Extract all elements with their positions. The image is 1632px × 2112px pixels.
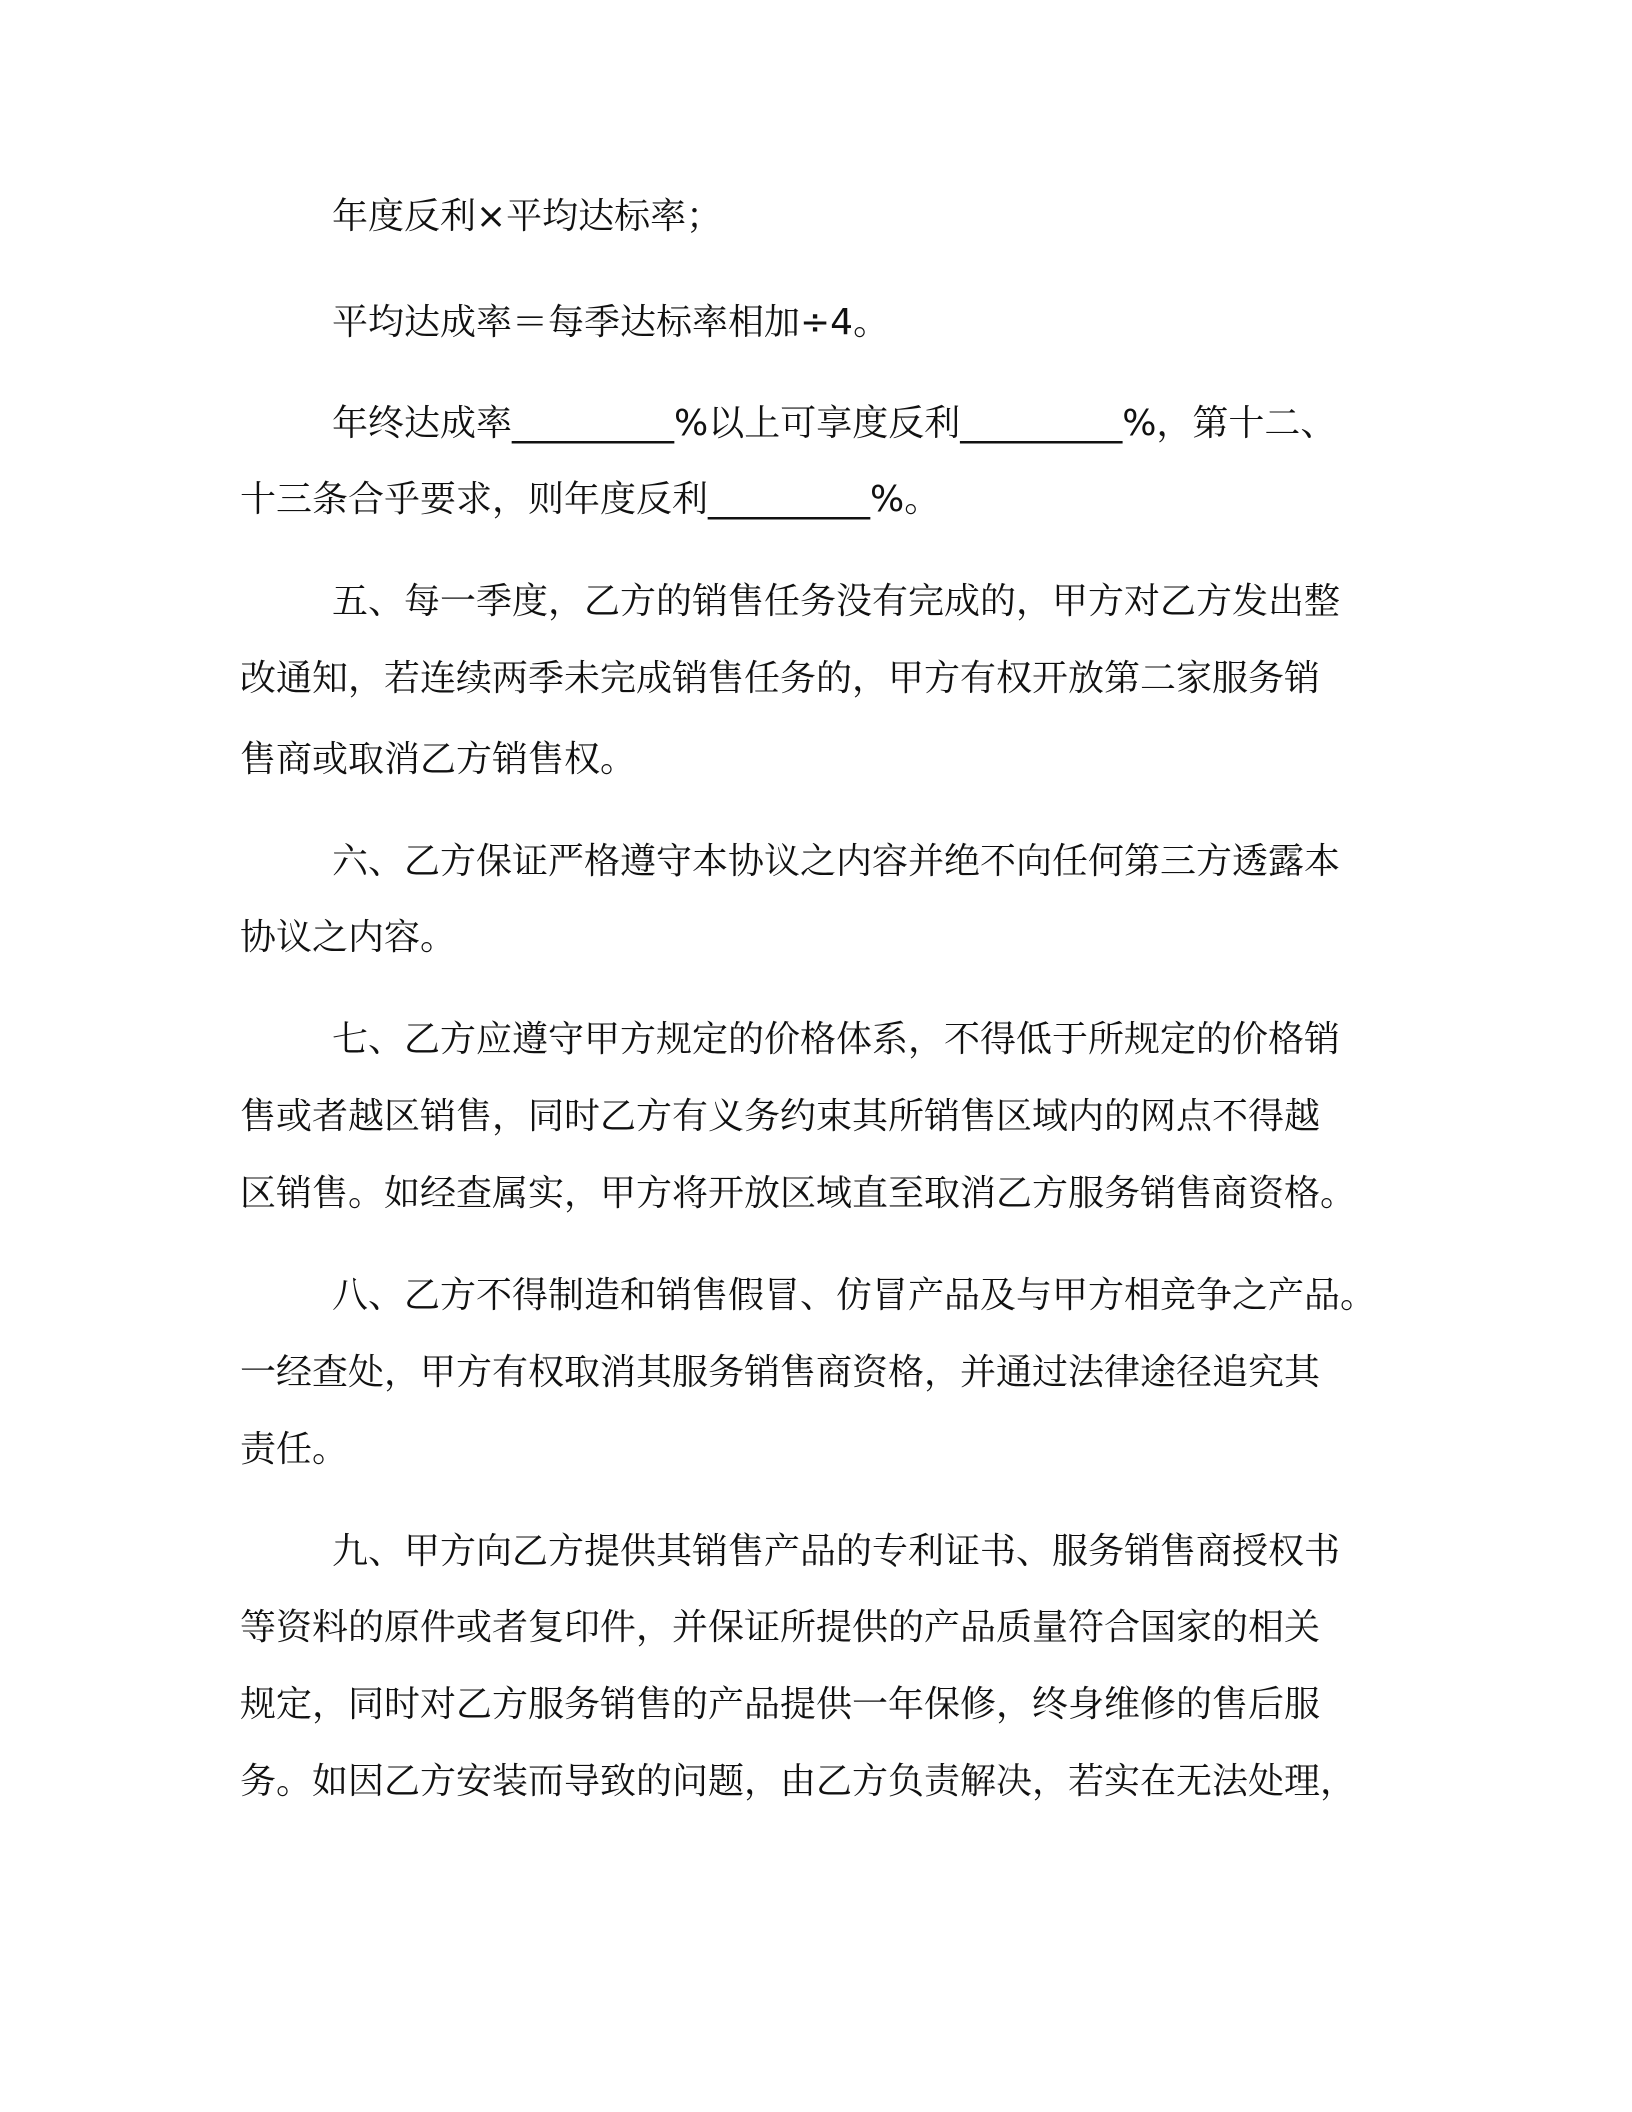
text-line-9: 协议之内容。 xyxy=(240,917,457,958)
text-line-16: 九、甲方向乙方提供其销售产品的专利证书、服务销售商授权书 xyxy=(332,1531,1341,1572)
text-line-11: 售或者越区销售，同时乙方有义务约束其所销售区域内的网点不得越 xyxy=(240,1096,1321,1137)
text-line-15: 责任。 xyxy=(240,1429,349,1470)
text-line-18: 规定，同时对乙方服务销售的产品提供一年保修，终身维修的售后服 xyxy=(240,1684,1321,1725)
text-line-12: 区销售。如经查属实，甲方将开放区域直至取消乙方服务销售商资格。 xyxy=(240,1173,1357,1214)
text-line-14: 一经查处，甲方有权取消其服务销售商资格，并通过法律途径追究其 xyxy=(240,1352,1321,1393)
text-line-19: 务。如因乙方安装而导致的问题，由乙方负责解决，若实在无法处理， xyxy=(240,1761,1357,1802)
text-line-7: 售商或取消乙方销售权。 xyxy=(240,739,637,780)
text-line-6: 改通知，若连续两季未完成销售任务的，甲方有权开放第二家服务销 xyxy=(240,658,1321,699)
text-line-1: 年度反利×平均达标率； xyxy=(332,196,723,237)
text-line-17: 等资料的原件或者复印件，并保证所提供的产品质量符合国家的相关 xyxy=(240,1607,1321,1648)
text-line-5: 五、每一季度，乙方的销售任务没有完成的，甲方对乙方发出整 xyxy=(332,581,1341,622)
text-line-10: 七、乙方应遵守甲方规定的价格体系，不得低于所规定的价格销 xyxy=(332,1019,1341,1060)
text-line-2: 平均达成率＝每季达标率相加÷4。 xyxy=(332,302,890,343)
text-line-13: 八、乙方不得制造和销售假冒、仿冒产品及与甲方相竞争之产品。 xyxy=(332,1275,1377,1316)
text-line-3: 年终达成率_________%以上可享度反利_________%，第十二、 xyxy=(332,403,1337,444)
text-line-8: 六、乙方保证严格遵守本协议之内容并绝不向任何第三方透露本 xyxy=(332,841,1341,882)
text-line-4: 十三条合乎要求，则年度反利_________%。 xyxy=(240,479,941,520)
